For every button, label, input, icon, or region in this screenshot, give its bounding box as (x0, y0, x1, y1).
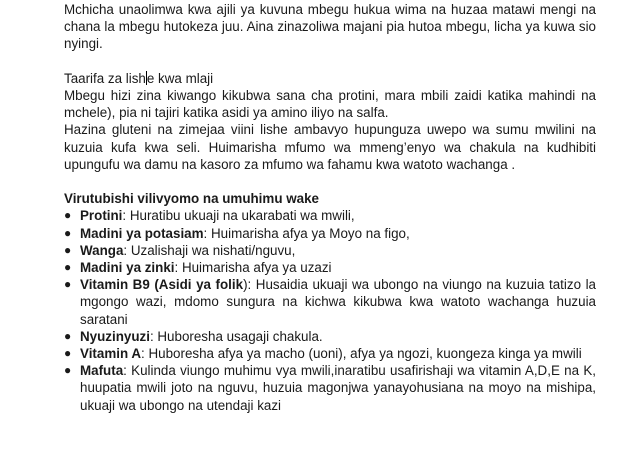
document-page (64, 1, 596, 414)
blank-line (64, 53, 596, 70)
nutrient-description: : Huboresha afya ya macho (uoni), afya ya ngozi, kuongeza kinga ya mwili (141, 346, 582, 362)
list-item (64, 276, 596, 328)
nutrient-term: Wanga (80, 242, 124, 258)
list-item (64, 328, 596, 345)
bullet-icon: ● (64, 225, 72, 240)
nutrient-term: Vitamin A (80, 346, 142, 362)
nutrient-term: Madini ya zinki (80, 260, 175, 276)
intro-paragraph: Mchicha unaolimwa kwa ajili ya kuvuna mbegu hukua wima na huzaa matawi mengi na chana la mbegu hutokeza juu. Aina zinazoliwa majani pia hutoa mbegu, licha ya kuwa sio nyingi. (64, 2, 596, 52)
nutrition-paragraph-1: Mbegu hizi zina kiwango kikubwa sana cha protini, mara mbili zaidi katika mahindi na mchele), pia ni tajiri katika asidi ya amino iliyo na salfa. (64, 88, 596, 121)
nutrient-term: Protini (80, 208, 123, 224)
nutrient-description: : Huratibu ukuaji na ukarabati wa mwili, (122, 208, 355, 224)
nutrient-term: Madini ya potasiam (80, 225, 204, 241)
nutrition-paragraph-2: Hazina gluteni na zimejaa viini lishe ambavyo hupunguza uwepo wa sumu mwilini na kuzuia kufa kwa seli. Huimarisha mfumo wa mmeng’enyo wa chakula na kudhibiti upungufu wa damu na kasoro za mfumo wa fahamu kwa watoto wachanga . (64, 122, 596, 172)
bullet-icon: ● (64, 328, 72, 343)
bullet-icon: ● (64, 208, 72, 223)
nutrient-description: : Huimarisha afya ya uzazi (174, 260, 332, 276)
nutrient-term: Mafuta (80, 363, 124, 379)
list-item (64, 242, 596, 259)
bullet-icon: ● (64, 363, 72, 378)
nutrient-description: : Kulinda viungo muhimu vya mwili,inaratibu usafirishaji wa vitamin A,D,E na K, huupatia mwili joto na nguvu, huzuia magonjwa yanayohusiana na moyo na mishipa, ukuaji wa ubongo na utendaji kazi (80, 363, 596, 413)
bullet-icon: ● (64, 346, 72, 361)
bullet-icon: ● (64, 260, 72, 275)
nutrient-description: : Huimarisha afya ya Moyo na figo, (203, 225, 410, 241)
bullet-icon: ● (64, 277, 72, 292)
nutrient-description: : Uzalishaji wa nishati/nguvu, (123, 242, 296, 258)
nutrient-term: Nyuzinyuzi (80, 328, 150, 344)
list-item (64, 207, 596, 224)
blank-line (64, 173, 596, 190)
list-item (64, 345, 596, 362)
nutrition-title-part2: e kwa mlaji (146, 70, 214, 86)
nutrition-info-title (64, 70, 596, 87)
nutrients-list (64, 207, 596, 413)
nutrient-term: Vitamin B9 (Asidi ya folik (80, 277, 244, 293)
bullet-icon: ● (64, 242, 72, 257)
list-item (64, 259, 596, 276)
list-item (64, 225, 596, 242)
nutrient-description: ): Husaidia ukuaji wa ubongo na viungo na kuzuia tatizo la mgongo wazi, mdomo sungura na kichwa kikubwa kwa watoto wachanga huzuia saratani (80, 277, 596, 327)
list-item (64, 362, 596, 414)
nutrient-description: : Huboresha usagaji chakula. (149, 328, 323, 344)
nutrients-heading: Virutubishi vilivyomo na umuhimu wake (64, 191, 319, 207)
nutrition-title-part1: Taarifa za lish (64, 70, 146, 86)
